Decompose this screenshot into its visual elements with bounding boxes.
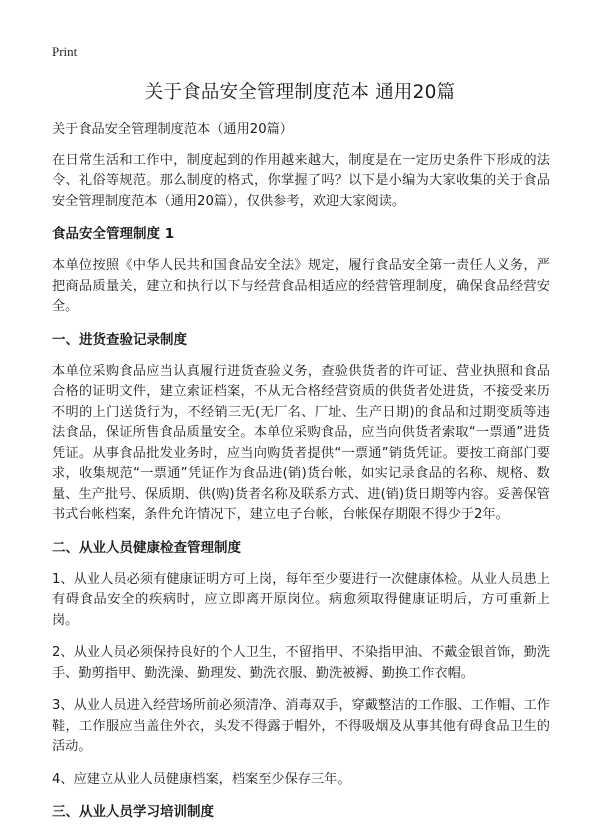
section-heading-1: 食品安全管理制度 1 bbox=[52, 226, 175, 242]
heading-training: 三、从业人员学习培训制度 bbox=[52, 804, 214, 820]
health-check-item-1: 1、从业人员必须有健康证明方可上岗，每年至少要进行一次健康体检。从业人员患上有碍食品安全的疾病时，应立即离开原岗位。病愈须取得健康证明后，方可重新上岗。 bbox=[52, 571, 550, 628]
page-title: 关于食品安全管理制度范本 通用20篇 bbox=[144, 82, 456, 103]
section-1-paragraph: 本单位按照《中华人民共和国食品安全法》规定，履行食品安全第一责任人义务，严把商品质量关，建立和执行以下与经营食品相适应的经营管理制度，确保食品经营安全。 bbox=[52, 258, 550, 314]
document-body bbox=[52, 120, 550, 834]
intro-paragraph: 在日常生活和工作中，制度起到的作用越来越大，制度是在一定历史条件下形成的法令、礼俗等规范。那么制度的格式，你掌握了吗？以下是小编为大家收集的关于食品安全管理制度范本（通用20篇），仅供参考，欢迎大家阅读。 bbox=[52, 152, 550, 209]
document-subtitle: 关于食品安全管理制度范本（通用20篇） bbox=[52, 122, 293, 137]
health-check-item-3: 3、从业人员进入经营场所前必须清净、消毒双手，穿戴整洁的工作服、工作帽、工作鞋，工作服应当盖住外衣，头发不得露于帽外，不得吸烟及从事其他有碍食品卫生的活动。 bbox=[52, 698, 550, 754]
purchase-inspection-paragraph: 本单位采购食品应当认真履行进货查验义务，查验供货者的许可证、营业执照和食品合格的证明文件，建立索证档案，不从无合格经营资质的供货者处进货，不接受来历不明的上门送货行为，不经销三无(无厂名、厂址、生产日期)的食品和过期变质等违法食品，保证所售食品质量安全。本单位采购食品，应当向供货者索取“一票通”进货凭证。从事食品批发业务时，应当向购货者提供“一票通”销货凭证。要按工商部门要求，收集规范“一票通”凭证作为食品进(销)货台帐，如实记录食品的名称、规格、数量、生产批号、保质期、供(购)货者名称及联系方式、进(销)货日期等内容。妥善保管书式台帐档案，条件允许情况下，建立电子台帐，台帐保存期限不得少于2年。 bbox=[52, 363, 550, 522]
health-check-item-4: 4、应建立从业人员健康档案，档案至少保存三年。 bbox=[52, 771, 351, 787]
print-link[interactable]: Print bbox=[52, 44, 78, 59]
health-check-item-2: 2、从业人员必须保持良好的个人卫生，不留指甲、不染指甲油、不戴金银首饰，勤洗手、勤剪指甲、勤洗澡、勤理发、勤洗衣服、勤洗被褥、勤换工作衣帽。 bbox=[52, 645, 550, 681]
heading-purchase-inspection: 一、进货查验记录制度 bbox=[52, 331, 187, 348]
heading-health-check: 二、从业人员健康检查管理制度 bbox=[52, 539, 241, 556]
